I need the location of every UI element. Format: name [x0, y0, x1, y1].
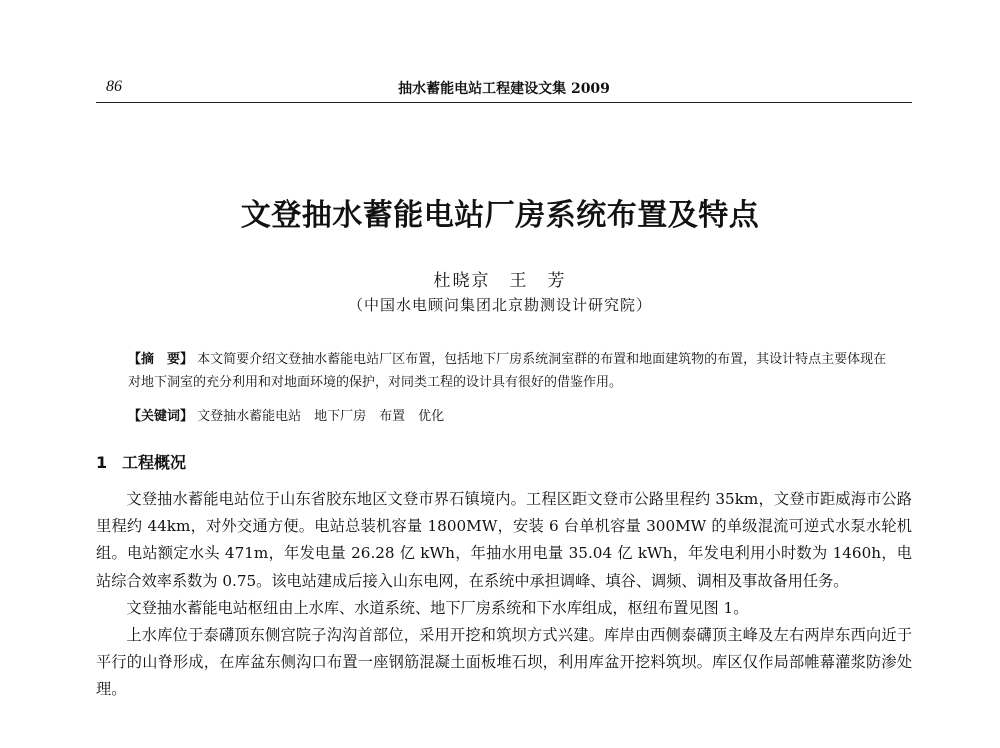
keywords-text: 文登抽水蓄能电站 地下厂房 布置 优化 [197, 409, 445, 424]
running-header [96, 78, 912, 100]
running-title: 抽水蓄能电站工程建设文集 2009 [398, 81, 610, 97]
keywords [128, 405, 888, 428]
article-title: 文登抽水蓄能电站厂房系统布置及特点 [240, 198, 760, 233]
abstract-text: 本文简要介绍文登抽水蓄能电站厂区布置，包括地下厂房系统洞室群的布置和地面建筑物的布置，其设计特点主要体现在对地下洞室的充分利用和对地面环境的保护，对同类工程的设计具有很好的借鉴作用。 [128, 352, 887, 390]
header-rule [96, 102, 912, 103]
abstract [128, 348, 888, 394]
body-paragraph: 上水库位于泰礴顶东侧宫院子沟沟首部位，采用开挖和筑坝方式兴建。库岸由西侧泰礴顶主峰及左右两岸东西向近于平行的山脊形成，在库盆东侧沟口布置一座钢筋混凝土面板堆石坝，利用库盆开挖料筑坝。库区仅作局部帷幕灌浆防渗处理。 [96, 626, 912, 699]
section-number: 1 [96, 453, 108, 472]
section-body [96, 486, 912, 704]
body-paragraph: 文登抽水蓄能电站枢纽由上水库、水道系统、地下厂房系统和下水库组成，枢纽布置见图 1。 [126, 598, 749, 617]
body-paragraph: 文登抽水蓄能电站位于山东省胶东地区文登市界石镇境内。工程区距文登市公路里程约 35km，文登市距威海市公路里程约 44km，对外交通方便。电站总装机容量 1800MW，安装 6 台单机容量 300MW 的单级混流可逆式水泵水轮机组。电站额定水头 471m，年发电量 26.28 亿 kWh，年抽水用电量 35.04 亿 kWh，年发电利用小时数为 1460h，电站综合效率系数为 0.75。该电站建成后接入山东电网，在系统中承担调峰、填谷、调频、调相及事故备用任务。 [96, 490, 912, 590]
abstract-label: 【摘 要】 [128, 352, 194, 367]
keywords-label: 【关键词】 [128, 409, 194, 424]
author-affiliation: （中国水电顾问集团北京勘测设计研究院） [347, 296, 652, 314]
section-heading [96, 450, 186, 473]
page-number: 86 [106, 78, 122, 95]
article-authors: 杜晓京 王 芳 [433, 271, 567, 291]
section-title: 工程概况 [122, 453, 187, 472]
